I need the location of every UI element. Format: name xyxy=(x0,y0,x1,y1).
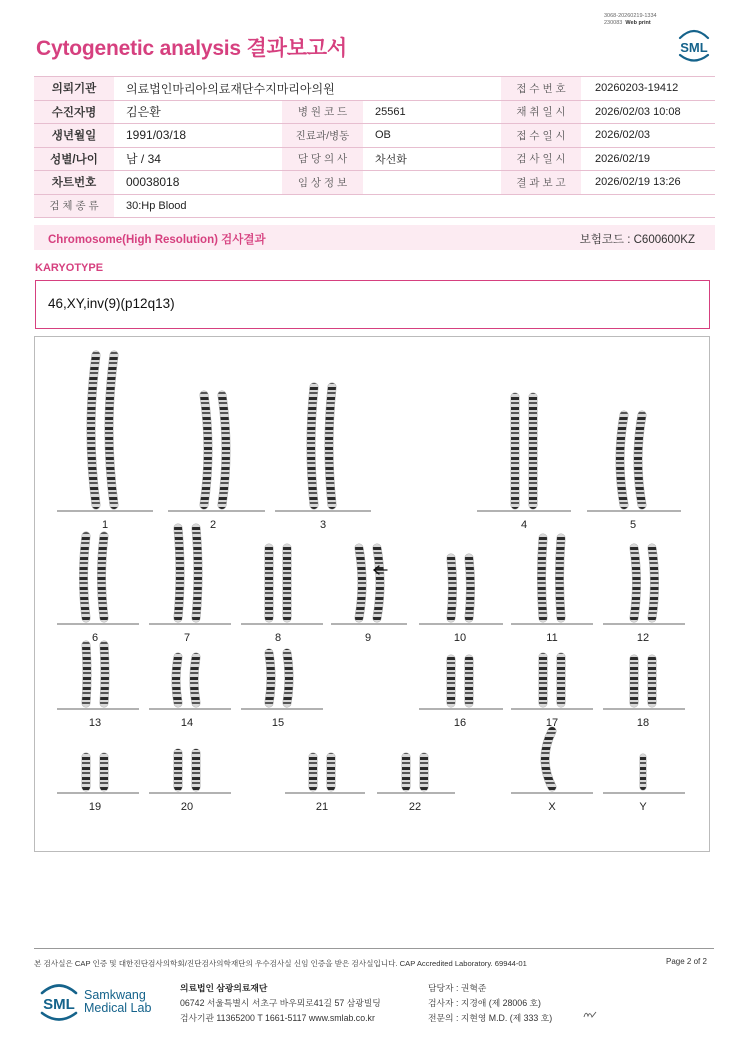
chromosome-14 xyxy=(176,657,178,703)
value-received-date: 2026/02/03 xyxy=(581,124,715,148)
chromosome-pair-15 xyxy=(269,653,289,703)
label-patient-name: 수진자명 xyxy=(34,100,114,124)
chromosome-label-10: 10 xyxy=(453,632,467,644)
value-physician: 차선화 xyxy=(363,147,501,171)
section-title: Chromosome(High Resolution) 검사결과 xyxy=(48,234,266,246)
chromosome-6 xyxy=(84,536,87,618)
sml-logo-bottom-icon xyxy=(36,980,82,1024)
chromosome-X xyxy=(545,731,552,787)
brand-line1: Samkwang xyxy=(84,988,146,1002)
label-birth-date: 생년월일 xyxy=(34,124,114,148)
label-specimen-type: 검 체 종 류 xyxy=(34,194,114,218)
report-code xyxy=(604,13,657,27)
table-row xyxy=(34,100,715,124)
chromosome-label-8: 8 xyxy=(274,632,282,644)
chromosome-label-13: 13 xyxy=(88,717,102,729)
chromosome-pair-4 xyxy=(515,397,533,505)
chromosome-label-14: 14 xyxy=(180,717,194,729)
page-number: Page 2 of 2 xyxy=(666,957,707,966)
karyotype-label: KARYOTYPE xyxy=(35,262,104,274)
chromosome-pair-9 xyxy=(359,548,380,618)
chromosome-3 xyxy=(329,387,332,505)
patient-info-table xyxy=(34,76,715,218)
chromosome-13 xyxy=(86,645,87,703)
sml-logo-bottom-text: SML xyxy=(43,996,75,1013)
chromosome-11 xyxy=(560,538,562,618)
label-report-time: 결 과 보 고 xyxy=(501,171,581,195)
karyogram-image xyxy=(34,336,710,852)
label-chart-number: 차트번호 xyxy=(34,171,114,195)
brand-name xyxy=(84,989,151,1015)
chromosome-6 xyxy=(102,536,105,618)
chromosome-11 xyxy=(542,538,544,618)
result-section-header xyxy=(34,225,715,250)
chromosome-pair-20 xyxy=(178,753,196,787)
chromosome-2 xyxy=(222,395,226,505)
value-test-date: 2026/02/19 xyxy=(581,147,715,171)
chromosome-label-7: 7 xyxy=(183,632,191,644)
value-collection-time: 2026/02/03 10:08 xyxy=(581,100,715,124)
chromosome-label-20: 20 xyxy=(180,801,194,813)
chromosome-label-17: 17 xyxy=(545,717,559,729)
karyogram-drawing xyxy=(35,337,711,853)
table-row xyxy=(34,147,715,171)
insurance-code: 보험코드 : C600600KZ xyxy=(579,234,695,246)
chromosome-3 xyxy=(311,387,314,505)
value-department: OB xyxy=(363,124,501,148)
chromosome-10 xyxy=(451,558,453,618)
value-chart-number: 00038018 xyxy=(114,171,282,195)
label-sex-age: 성별/나이 xyxy=(34,147,114,171)
chromosome-pair-6 xyxy=(84,536,105,618)
chromosome-label-9: 9 xyxy=(364,632,372,644)
chromosome-label-2: 2 xyxy=(209,519,217,531)
value-report-time: 2026/02/19 13:26 xyxy=(581,171,715,195)
chromosome-2 xyxy=(204,395,208,505)
chromosome-label-5: 5 xyxy=(629,519,637,531)
table-row xyxy=(34,124,715,148)
chromosome-label-1: 1 xyxy=(101,519,109,531)
chromosome-label-4: 4 xyxy=(520,519,528,531)
chromosome-pair-19 xyxy=(86,757,104,787)
label-physician: 담 당 의 사 xyxy=(282,147,363,171)
value-sex-age: 남 / 34 xyxy=(114,147,282,171)
chromosome-pair-10 xyxy=(451,558,471,618)
chromosome-12 xyxy=(652,548,655,618)
sml-logo-icon xyxy=(674,26,714,64)
chromosome-label-19: 19 xyxy=(88,801,102,813)
karyotype-result: 46,XY,inv(9)(p12q13) xyxy=(48,296,175,311)
certification-note: 본 검사실은 CAP 인증 및 대한진단검사의학회/진단검사의학재단의 우수검사실 신임 인증을 받은 검사실입니다. CAP Accredited Laboratory. 69944-01 xyxy=(34,959,527,968)
label-received-date: 접 수 일 시 xyxy=(501,124,581,148)
value-requester: 의료법인마리아의료재단수지마리아의원 xyxy=(114,77,501,101)
label-collection-time: 채 취 일 시 xyxy=(501,100,581,124)
table-row xyxy=(34,77,715,101)
label-test-date: 검 사 일 시 xyxy=(501,147,581,171)
chromosome-pair-18 xyxy=(634,659,652,703)
sml-logo-text: SML xyxy=(680,40,708,55)
org-name: 의료법인 삼광의료재단 xyxy=(180,983,268,993)
table-row xyxy=(34,194,715,218)
chromosome-pair-14 xyxy=(176,657,196,703)
chromosome-pair-2 xyxy=(204,395,226,505)
chromosome-label-22: 22 xyxy=(408,801,422,813)
chromosome-pair-1 xyxy=(91,355,114,505)
report-code-line2: 230083 xyxy=(604,20,623,26)
chromosome-pair-17 xyxy=(543,657,561,703)
chromosome-15 xyxy=(269,653,271,703)
label-requester: 의뢰기관 xyxy=(34,77,114,101)
org-address: 06742 서울특별시 서초구 바우뫼로41길 57 삼광빌딩 xyxy=(180,998,381,1008)
chromosome-label-16: 16 xyxy=(453,717,467,729)
chromosome-pair-12 xyxy=(634,548,655,618)
chromosome-label-21: 21 xyxy=(315,801,329,813)
chromosome-5 xyxy=(638,415,642,505)
chromosome-pair-11 xyxy=(542,538,562,618)
staff-tester: 검사자 : 지경애 (제 28006 호) xyxy=(428,998,541,1008)
value-birth-date: 1991/03/18 xyxy=(114,124,282,148)
value-hospital-code: 25561 xyxy=(363,100,501,124)
value-specimen-type: 30:Hp Blood xyxy=(114,194,715,218)
chromosome-label-15: 15 xyxy=(271,717,285,729)
label-hospital-code: 병 원 코 드 xyxy=(282,100,363,124)
chromosome-pair-5 xyxy=(620,415,642,505)
page-title: Cytogenetic analysis 결과보고서 xyxy=(36,37,347,60)
chromosome-9 xyxy=(359,548,362,618)
chromosome-label-12: 12 xyxy=(636,632,650,644)
label-clinical-info: 임 상 정 보 xyxy=(282,171,363,195)
chromosome-pair-13 xyxy=(86,645,105,703)
chromosome-14 xyxy=(194,657,196,703)
chromosome-label-Y: Y xyxy=(639,801,647,813)
chromosome-7 xyxy=(178,528,180,618)
chromosome-pair-X xyxy=(545,731,552,787)
organization-info xyxy=(180,981,381,1026)
chromosome-13 xyxy=(104,645,105,703)
org-contact: 검사기관 11365200 T 1661-5117 www.smlab.co.kr xyxy=(180,1013,375,1023)
chromosome-label-X: X xyxy=(548,801,556,813)
chromosome-pair-3 xyxy=(311,387,332,505)
staff-info xyxy=(428,981,552,1026)
staff-manager: 담당자 : 권혁준 xyxy=(428,983,487,993)
chromosome-15 xyxy=(287,653,289,703)
karyotype-result-box xyxy=(35,280,710,329)
chromosome-label-18: 18 xyxy=(636,717,650,729)
chromosome-pair-21 xyxy=(313,757,331,787)
label-department: 진료과/병동 xyxy=(282,124,363,148)
chromosome-pair-8 xyxy=(269,548,287,618)
chromosome-7 xyxy=(196,528,198,618)
label-accession-number: 접 수 번 호 xyxy=(501,77,581,101)
chromosome-9 xyxy=(377,548,380,618)
staff-specialist: 전문의 : 지현영 M.D. (제 333 호) xyxy=(428,1013,553,1023)
chromosome-label-6: 6 xyxy=(91,632,99,644)
chromosome-label-3: 3 xyxy=(319,519,327,531)
footer-divider xyxy=(34,948,714,949)
report-code-line1: 3068-20260219-1334 xyxy=(604,13,657,19)
signature-icon xyxy=(582,1008,600,1020)
chromosome-10 xyxy=(469,558,471,618)
value-clinical-info xyxy=(363,171,501,195)
chromosome-pair-7 xyxy=(178,528,198,618)
chromosome-pair-22 xyxy=(406,757,424,787)
value-accession-number: 20260203-19412 xyxy=(581,77,715,101)
value-patient-name: 김은환 xyxy=(114,100,282,124)
web-print-label: Web print xyxy=(625,20,651,26)
brand-line2: Medical Lab xyxy=(84,1001,152,1015)
chromosome-12 xyxy=(634,548,637,618)
chromosome-label-11: 11 xyxy=(546,632,558,644)
table-row xyxy=(34,171,715,195)
chromosome-5 xyxy=(620,415,624,505)
chromosome-pair-16 xyxy=(451,659,469,703)
